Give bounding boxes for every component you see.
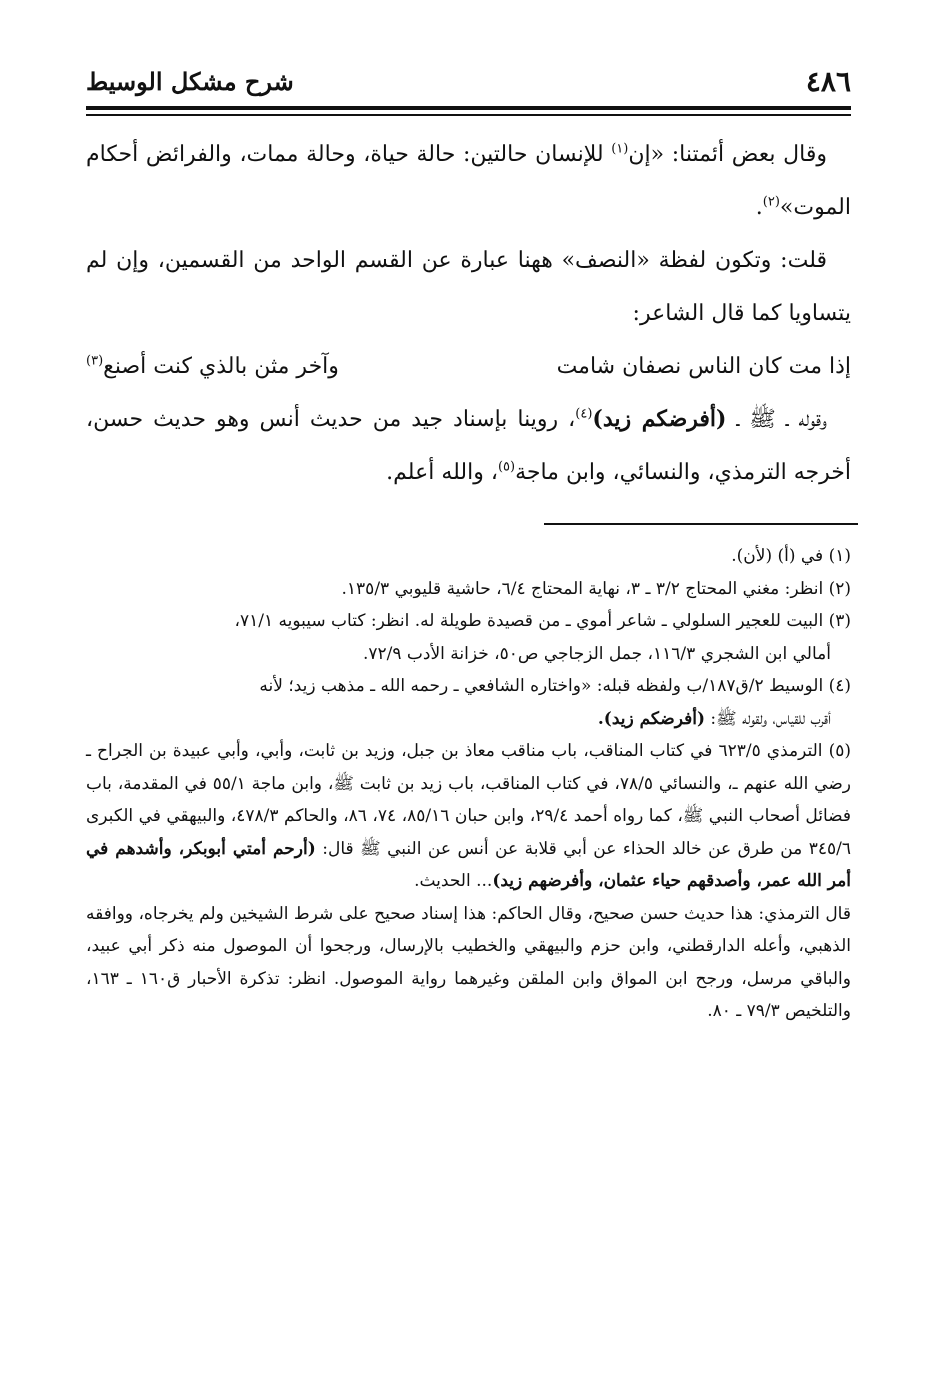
- paragraph-3: [86, 393, 851, 499]
- footnote-3-line-1: (٣) البيت للعجير السلولي ـ شاعر أموي ـ من قصيدة طويلة له. انظر: كتاب سيبويه ٧١/١،: [234, 611, 851, 631]
- page-number: ٤٨٦: [805, 65, 851, 98]
- paragraph-1-text-a: وقال بعض أئمتنا: «إن: [628, 142, 827, 167]
- footnote-separator: [544, 523, 858, 525]
- paragraph-1-text-c: .: [755, 195, 763, 220]
- paragraph-1-text-b: للإنسان حالتين: حالة حياة، وحالة ممات، والفرائض أحكام الموت»: [86, 142, 851, 220]
- footnote-2: (٢) انظر: مغني المحتاج ٣/٢ ـ ٣، نهاية المحتاج ٦/٤، حاشية قليوبي ١٣٥/٣.: [341, 578, 851, 599]
- footnote-1: (١) في (أ) (لأن).: [731, 546, 851, 566]
- footnote-ref-1: (١): [611, 141, 629, 157]
- verse-second-hemistich: [86, 340, 339, 393]
- footnote-5-continuation: قال الترمذي: هذا حديث حسن صحيح، وقال الحاكم: هذا إسناد صحيح على شرط الشيخين ولم يخرجاه، ووافقه الذهبي، وأعله الدارقطني، وابن حزم والبيهقي والخطيب بالإرسال، ورجحوا أن الموصول منه ذكر أبي عبيد، والباقي مرسل، ورجح ابن المواق وابن الملقن وغيرهما رواية الموصول. انظر: تذكرة الأحبار ق١٦٠ ـ ١٦٣، والتلخيص ٧٩/٣ ـ ٨٠.: [86, 903, 851, 1021]
- header-rule-thin: [86, 114, 851, 116]
- footnote-ref-5: (٥): [497, 459, 516, 475]
- header-rule-thick: [86, 106, 851, 110]
- footnote-5-text-b: ... الحديث.: [414, 871, 493, 891]
- footnote-5-text-a: (٥) الترمذي ٦٢٣/٥ في كتاب المناقب، باب مناقب معاذ بن جبل، وزيد بن ثابت، وأبي، وأبي عبيدة بن الجراح ـ رضي الله عنهم ـ، والنسائي ٧٨/٥، في كتاب المناقب، باب زيد بن ثابت ﷺ، وابن ماجة ٥٥/١ في المقدمة، باب فضائل أصحاب النبي ﷺ، كما رواه أحمد ٢٩/٤، وابن حبان ٨٥/١٦، ٧٤، ٨٦، والحاكم ٤٧٨/٣، والبيهقي في الكبرى ٣٤٥/٦ من طرق عن خالد الحذاء عن أبي قلابة عن أنس عن النبي ﷺ قال:: [86, 741, 852, 859]
- poetry-verse: [86, 340, 851, 393]
- paragraph-3-text-a: وقوله ـ ﷺ ـ: [726, 407, 828, 432]
- footnote-5-hadith: (أرحم أمتي أبوبكر، وأشدهم في أمر الله عمر، وأصدقهم حياء عثمان، وأفرضهم زيد): [86, 838, 851, 891]
- footnote-5: [86, 735, 851, 898]
- paragraph-3-text-b: ، روينا بإسناد جيد من حديث أنس وهو حديث حسن، أخرجه الترمذي، والنسائي، وابن ماجة: [86, 407, 851, 485]
- hadith-quote: (أفرضكم زيد): [592, 406, 727, 432]
- footnote-4-text: أقرب للقياس، ولقوله ﷺ:: [705, 708, 831, 729]
- verse-second-hemistich-text: وآخر مثن بالذي كنت أصنع: [103, 354, 339, 379]
- footnote-ref-2: (٢): [762, 194, 780, 210]
- footnotes: [86, 540, 851, 1028]
- footnote-4-line-2: [86, 703, 851, 736]
- footnote-3-line-2: أمالي ابن الشجري ١١٦/٣، جمل الزجاجي ص٥٠، خزانة الأدب ٧٢/٩.: [362, 643, 831, 664]
- footnote-4-hadith: (أفرضكم زيد).: [597, 708, 706, 729]
- footnote-4-line-1: (٤) الوسيط ٢/ق١٨٧/ب ولفظه قبله: «واختاره الشافعي ـ رحمه الله ـ مذهب زيد؛ لأنه: [259, 676, 851, 696]
- paragraph-2: قلت: وتكون لفظة «النصف» ههنا عبارة عن القسم الواحد من القسمين، وإن لم يتساويا كما قال الشاعر:: [86, 248, 851, 326]
- footnote-ref-3: (٣): [86, 353, 104, 369]
- verse-first-hemistich: إذا مت كان الناس نصفان شامت: [556, 354, 851, 379]
- running-title: شرح مشكل الوسيط: [86, 67, 294, 96]
- page-header: [86, 62, 851, 102]
- main-text: [86, 128, 851, 499]
- footnote-ref-4: (٤): [575, 406, 593, 422]
- paragraph-3-text-c: ، والله أعلم.: [386, 460, 498, 485]
- paragraph-1: [86, 128, 851, 234]
